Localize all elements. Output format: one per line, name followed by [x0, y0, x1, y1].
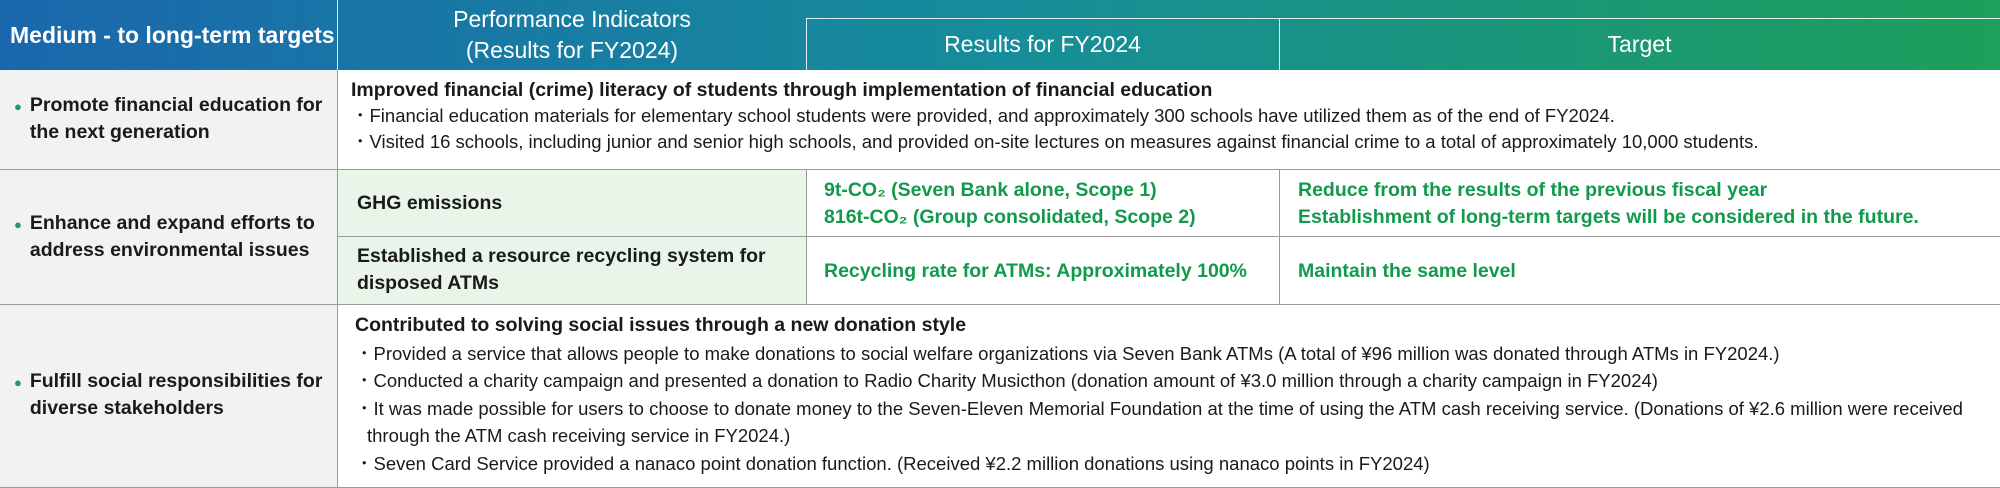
- bullet-dot-icon: ●: [14, 375, 22, 390]
- target-education: [14, 92, 324, 146]
- header-medium-targets: Medium - to long-term targets: [10, 21, 335, 48]
- social-bullet: ・It was made possible for users to choose to donate money to the Seven-Eleven Memorial Foundation at the time of using the ATM cash receiving service. (Donations of ¥2.6 million were received through the ATM cash receiving service in FY2024.): [355, 397, 1963, 446]
- education-bullet: ・Financial education materials for elementary school students were provided, and approximately 300 schools have utilized them as of the end of FY2024.: [351, 105, 1615, 126]
- column-divider: [1279, 169, 1280, 304]
- education-lead: Improved financial (crime) literacy of students through implementation of financial education: [351, 79, 1213, 101]
- header-subdivider: [806, 18, 2000, 19]
- education-bullet: ・Visited 16 schools, including junior and senior high schools, and provided on-site lectures on measures against financial crime to a total of approximately 10,000 students.: [351, 131, 1759, 152]
- social-bullet: ・Conducted a charity campaign and presented a donation to Radio Charity Musicthon (donation amount of ¥3.0 million through a charity campaign in FY2024): [355, 370, 1658, 391]
- header-performance-line2: (Results for FY2024): [465, 37, 679, 63]
- column-divider: [806, 169, 807, 304]
- ghg-label: GHG emissions: [357, 192, 503, 214]
- ghg-target-line1: Reduce from the results of the previous fiscal year: [1298, 179, 1768, 201]
- target-education-label: Promote financial education for the next generation: [29, 94, 323, 143]
- ghg-results: [824, 177, 1274, 231]
- recycling-results: Recycling rate for ATMs: Approximately 100%: [824, 260, 1247, 282]
- target-environment-label: Enhance and expand efforts to address environmental issues: [29, 212, 315, 261]
- education-content: [351, 77, 1991, 155]
- target-social: [14, 368, 324, 422]
- target-environment: [14, 210, 324, 264]
- row-divider: [0, 304, 2000, 305]
- social-bullet: ・Seven Card Service provided a nanaco point donation function. (Received ¥2.2 million donations using nanaco points in FY2024): [355, 452, 1430, 474]
- header-divider: [806, 18, 807, 70]
- target-social-label: Fulfill social responsibilities for diverse stakeholders: [29, 370, 323, 419]
- social-content: [355, 312, 1991, 477]
- ghg-results-line1: 9t-CO₂ (Seven Bank alone, Scope 1): [824, 179, 1157, 201]
- sub-row-divider: [337, 236, 2000, 237]
- header-results: Results for FY2024: [944, 30, 1141, 57]
- column-divider: [337, 70, 338, 488]
- ghg-target-line2: Establishment of long-term targets will be considered in the future.: [1298, 206, 1919, 228]
- header-divider: [337, 0, 338, 70]
- ghg-results-line2: 816t-CO₂ (Group consolidated, Scope 2): [824, 206, 1196, 228]
- header-target: Target: [1607, 30, 1672, 57]
- bullet-dot-icon: ●: [14, 99, 22, 114]
- header-performance-line1: Performance Indicators: [453, 6, 691, 32]
- social-bullet: ・Provided a service that allows people to make donations to social welfare organizations via Seven Bank ATMs (A total of ¥96 million was donated through ATMs in FY2024.): [355, 342, 1780, 364]
- social-lead: Contributed to solving social issues through a new donation style: [355, 314, 967, 336]
- ghg-target: [1298, 177, 1988, 231]
- recycling-target: Maintain the same level: [1298, 260, 1516, 282]
- recycling-label: Established a resource recycling system for disposed ATMs: [357, 245, 766, 294]
- header-divider: [1279, 18, 1280, 70]
- bullet-dot-icon: ●: [14, 217, 22, 232]
- row-divider: [0, 169, 2000, 170]
- header-performance-indicators: [337, 4, 807, 66]
- table-header: [0, 0, 2000, 70]
